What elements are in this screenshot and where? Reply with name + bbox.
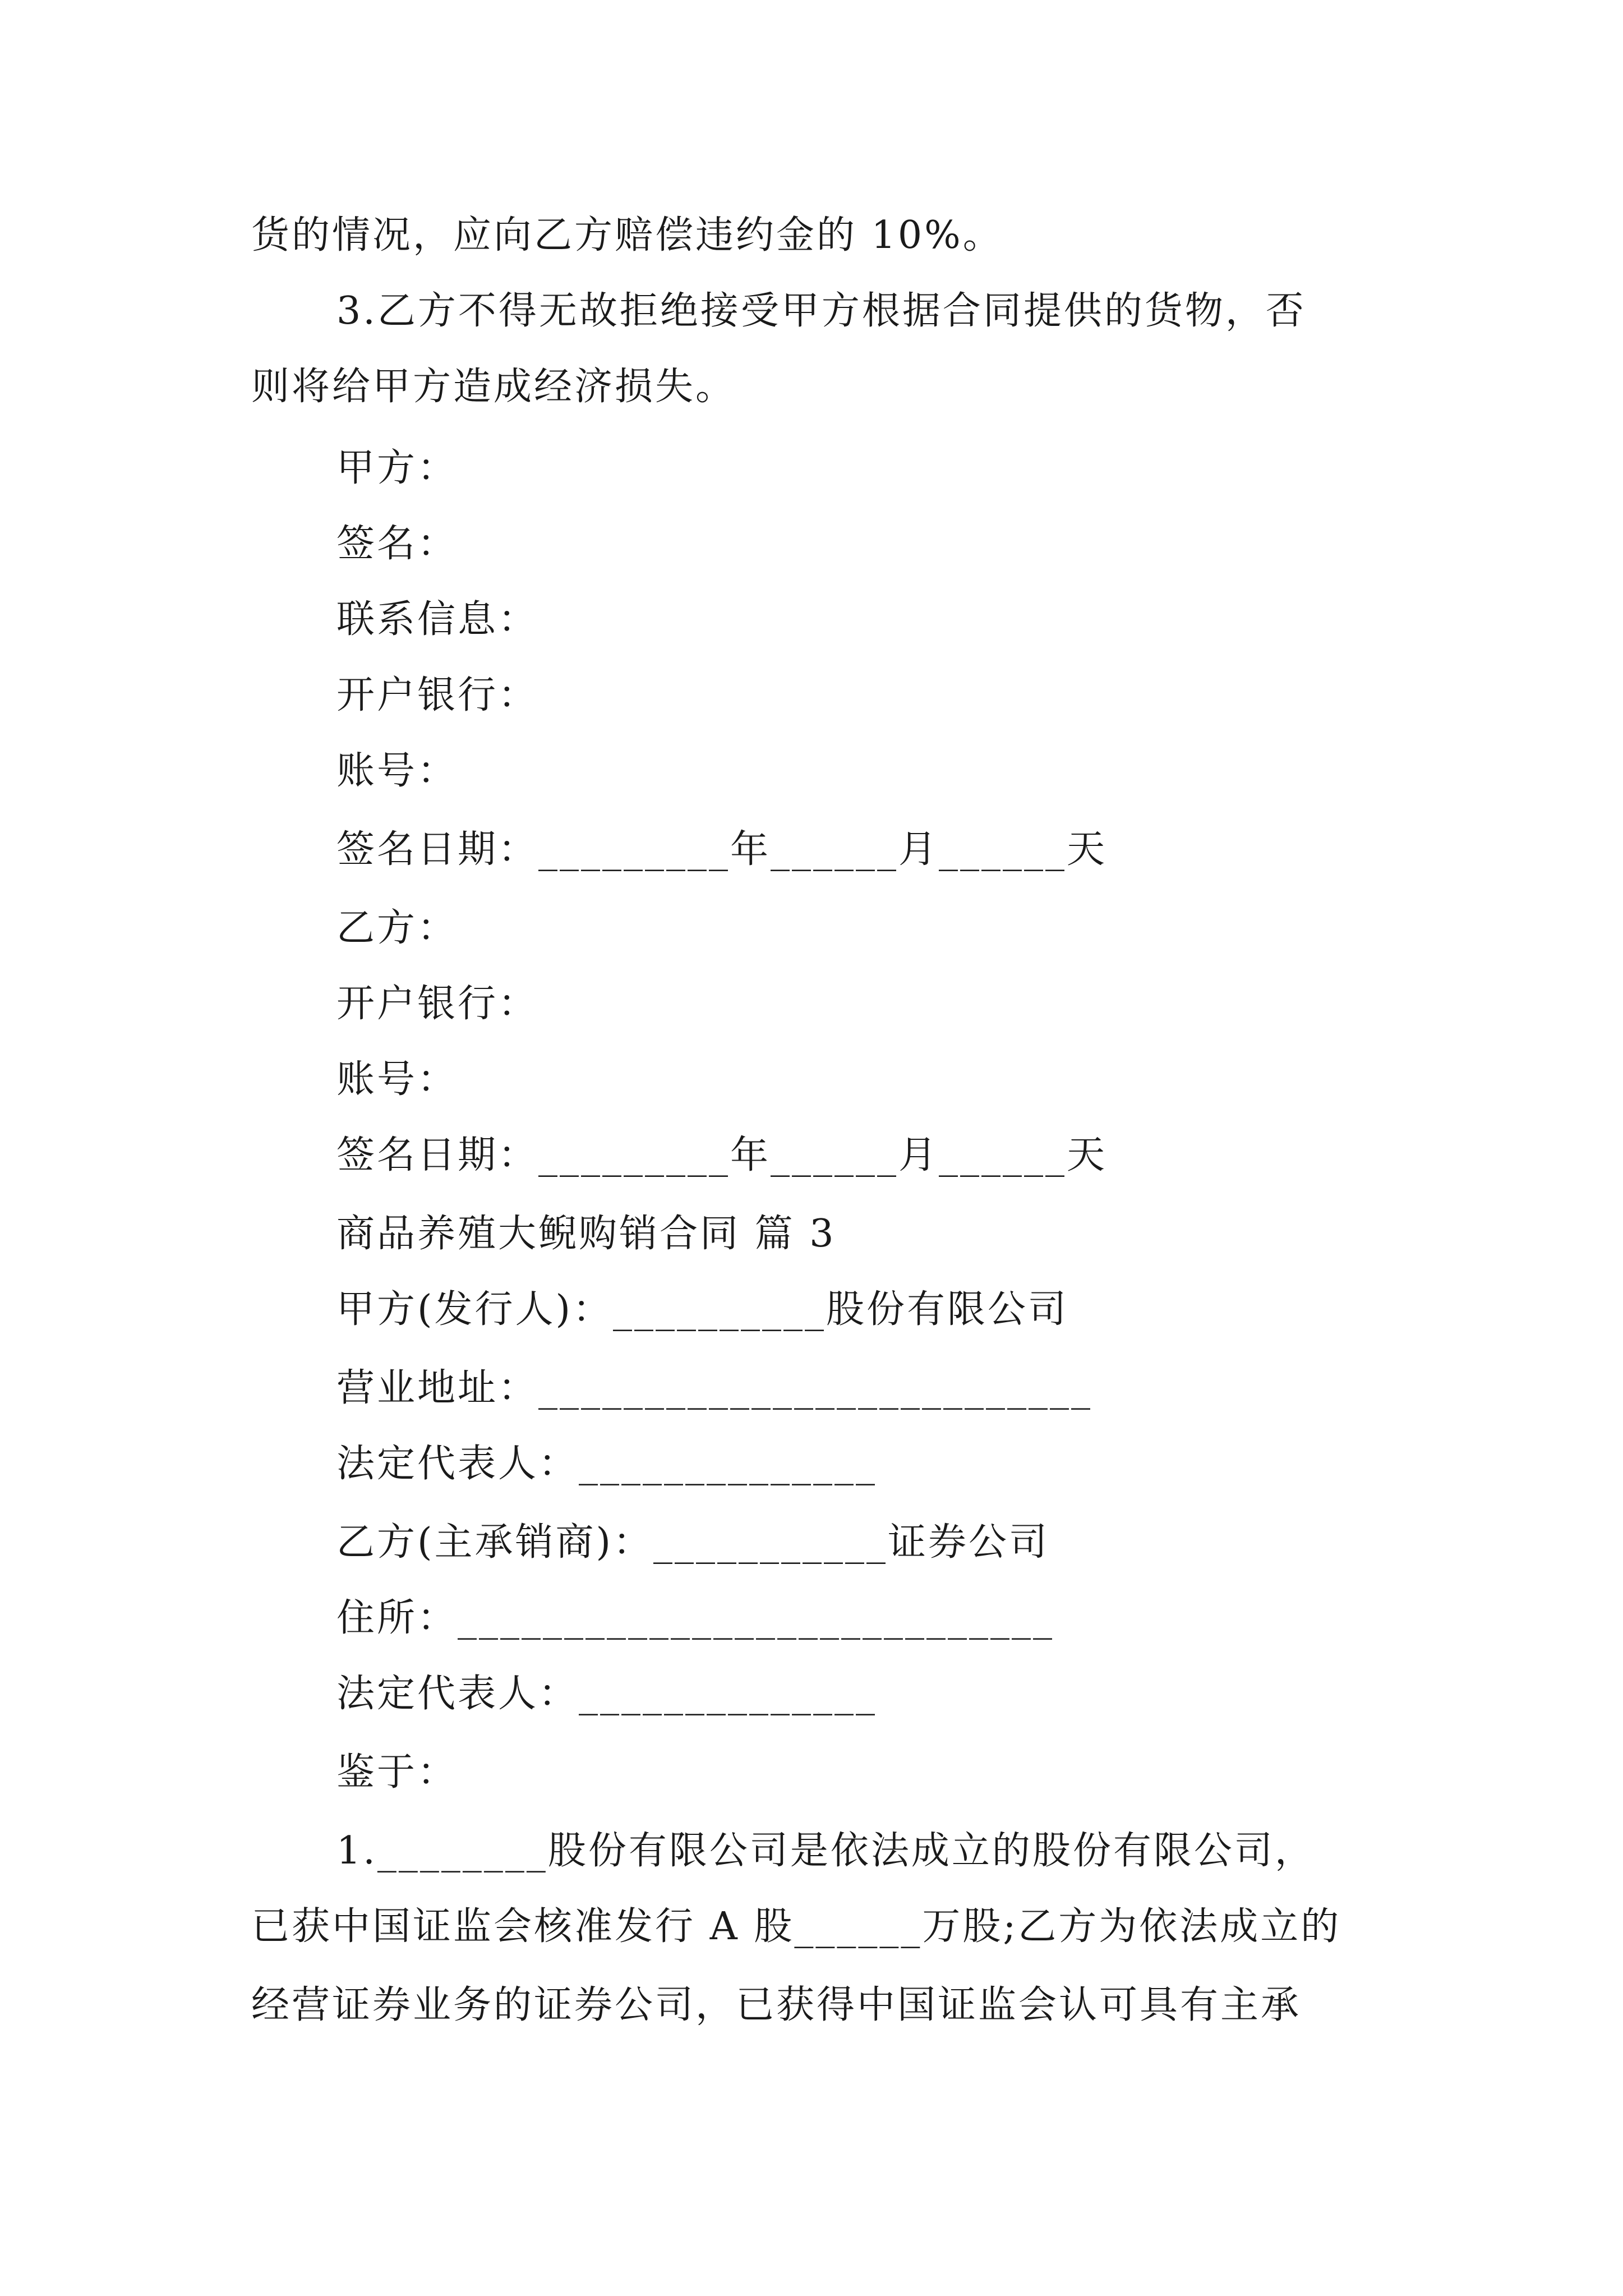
signature-label: 签名： <box>336 522 458 566</box>
party-b-label: 乙方： <box>336 906 458 950</box>
legal-rep-line: 法定代表人：______________ <box>336 1672 878 1716</box>
domicile-line: 住所：____________________________ <box>336 1596 1055 1640</box>
signing-date-line: 签名日期：_________年______月______天 <box>336 1133 1108 1177</box>
legal-rep-line: 法定代表人：______________ <box>336 1442 878 1486</box>
business-address-line: 营业地址：__________________________ <box>336 1366 1093 1410</box>
recital-1-line-2: 已获中国证监会核准发行 A 股______万股;乙方为依法成立的 <box>251 1904 1341 1949</box>
account-label: 账号： <box>336 749 458 793</box>
clause-3-line-1: 3.乙方不得无故拒绝接受甲方根据合同提供的货物，否 <box>336 289 1306 333</box>
party-a-label: 甲方： <box>336 446 458 490</box>
whereas-label: 鉴于： <box>336 1750 458 1795</box>
bank-label: 开户银行： <box>336 982 539 1026</box>
signing-date-line: 签名日期：_________年______月______天 <box>336 827 1108 872</box>
issuer-line: 甲方(发行人)：__________股份有限公司 <box>336 1287 1069 1332</box>
paragraph-line: 货的情况，应向乙方赔偿违约金的 10%。 <box>251 213 1003 257</box>
contact-info-label: 联系信息： <box>336 597 539 642</box>
bank-label: 开户银行： <box>336 673 539 717</box>
underwriter-line: 乙方(主承销商)：___________证券公司 <box>336 1520 1050 1565</box>
section-heading: 商品养殖大鲵购销合同 篇 3 <box>336 1212 836 1256</box>
clause-3-line-2: 则将给甲方造成经济损失。 <box>251 365 736 409</box>
recital-1-line-1: 1.________股份有限公司是依法成立的股份有限公司， <box>336 1829 1315 1873</box>
recital-1-line-3: 经营证券业务的证券公司，已获得中国证监会认可具有主承 <box>251 1983 1302 2027</box>
account-label: 账号： <box>336 1057 458 1102</box>
